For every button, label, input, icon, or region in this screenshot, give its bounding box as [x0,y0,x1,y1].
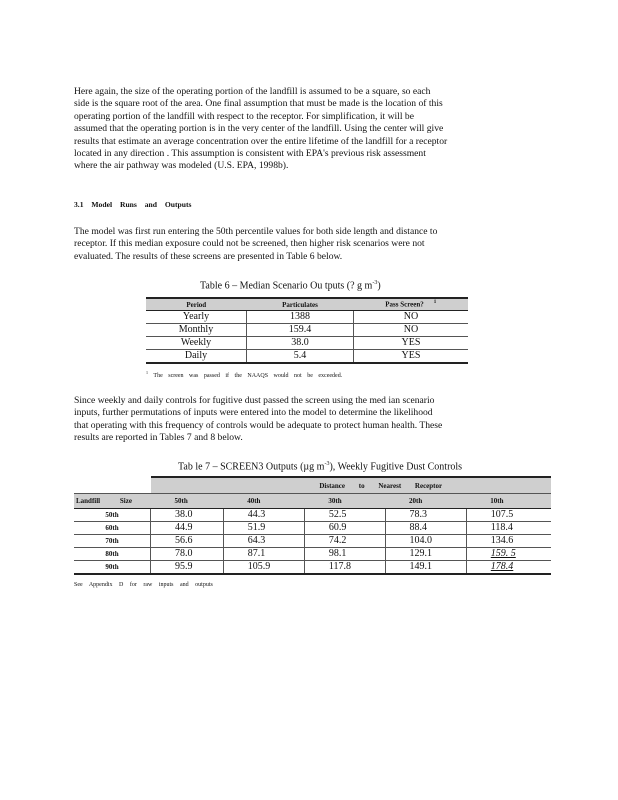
value-cell: 178.4 [466,561,551,575]
column-header-40th: 40th [223,494,304,509]
table-row [146,324,468,337]
table6-caption-sup: -3 [372,280,378,286]
paragraph-line: that operating with this frequency of controls would be adequate to protect human health. These [74,419,443,431]
value-cell: 74.2 [304,535,385,548]
table-row [146,311,468,324]
period-cell: Yearly [146,311,247,324]
particulates-cell: 5.4 [247,350,354,364]
value-cell: 88.4 [385,522,466,535]
value-cell: 64.3 [223,535,304,548]
value-cell: 105.9 [223,561,304,575]
section-heading: 3.1 Model Runs and Outputs [74,200,192,209]
column-header-pass-screen [354,298,469,311]
pass-cell: YES [354,350,469,364]
row-label: 60th [74,522,151,535]
period-cell: Daily [146,350,247,364]
value-cell: 44.9 [151,522,224,535]
landfill-size-header: Landfill Size [74,494,151,509]
paragraph-line: The model was first run entering the 50th percentile values for both side length and distance to [74,226,438,237]
value-cell: 149.1 [385,561,466,575]
column-header-30th: 30th [304,494,385,509]
value-cell: 56.6 [151,535,224,548]
value-cell: 44.3 [223,509,304,522]
paragraph-line: side is the square root of the area. One final assumption that must be made is the location of this [74,98,443,110]
table-row [74,548,551,561]
row-label: 50th [74,509,151,522]
model-runs-paragraph [74,226,540,263]
table-header-row [74,494,551,509]
pass-cell: YES [354,337,469,350]
value-cell: 104.0 [385,535,466,548]
pass-cell: NO [354,311,469,324]
pass-screen-label: Pass Screen? [385,300,424,309]
pass-screen-sup: 1 [433,300,437,306]
permutations-paragraph [74,395,540,445]
particulates-cell: 159.4 [247,324,354,337]
footnote-marker: 1 [146,370,148,375]
intro-paragraph [74,86,540,173]
table-row [74,535,551,548]
particulates-cell: 1388 [247,311,354,324]
paragraph-line: evaluated. The results of these screens are presented in Table 6 below. [74,250,343,262]
table-row [74,522,551,535]
value-cell: 52.5 [304,509,385,522]
value-cell: 87.1 [223,548,304,561]
table6-caption-text: Table 6 – Median Scenario Ou tputs (? g m [200,280,373,292]
table6-caption-end: ) [377,280,381,292]
paragraph-line: Here again, the size of the operating portion of the landfill is assumed to be a square, so each [74,86,431,97]
column-header-20th: 20th [385,494,466,509]
footnote-text: The screen was passed if the NAAQS would not be exceeded. [153,373,343,379]
column-header-10th: 10th [466,494,551,509]
value-cell: 117.8 [304,561,385,575]
median-scenario-table [146,297,468,364]
paragraph-line: results are reported in Tables 7 and 8 below. [74,432,243,444]
value-cell: 134.6 [466,535,551,548]
table-row [74,509,551,522]
value-cell: 129.1 [385,548,466,561]
paragraph-line: inputs, further permutations of inputs were entered into the model to determine the likelihood [74,407,433,419]
period-cell: Monthly [146,324,247,337]
period-cell: Weekly [146,337,247,350]
table6-caption [200,280,381,291]
value-cell: 118.4 [466,522,551,535]
table7-caption-end: ), Weekly Fugitive Dust Controls [329,461,463,473]
particulates-cell: 38.0 [247,337,354,350]
table7-caption-sup: -3 [324,461,330,467]
paragraph-line: operating portion of the landfill with respect to the receptor. For simplification, it will be [74,110,414,122]
table7-footnote: See Appendix D for raw inputs and outputs [74,582,213,588]
value-cell: 95.9 [151,561,224,575]
paragraph-line: where the air pathway was modeled (U.S. EPA, 1998b). [74,160,289,172]
paragraph-line: assumed that the operating portion is in the very center of the landfill. Using the center will give [74,123,444,135]
row-label: 90th [74,561,151,575]
value-cell: 159. 5 [466,548,551,561]
value-cell: 60.9 [304,522,385,535]
value-cell: 51.9 [223,522,304,535]
value-cell: 98.1 [304,548,385,561]
table-row [146,350,468,364]
paragraph-line: receptor. If this median exposure could not be screened, then higher risk scenarios were not [74,238,425,250]
table7-caption-text: Tab le 7 – SCREEN3 Outputs (µg m [178,461,325,473]
pass-cell: NO [354,324,469,337]
paragraph-line: results that estimate an average concentration over the entire lifetime of the landfill for a receptor [74,135,448,147]
column-header-period: Period [146,298,247,311]
value-cell: 78.0 [151,548,224,561]
row-label: 70th [74,535,151,548]
table-group-header-row [74,477,551,494]
table6-footnote [146,370,342,379]
header-spacer [74,477,151,494]
table-row [74,561,551,575]
distance-group-header: Distance to Nearest Receptor [151,477,552,494]
row-label: 80th [74,548,151,561]
paragraph-line: located in any direction . This assumption is consistent with EPA's previous risk assessment [74,148,426,160]
table-row [146,337,468,350]
screen3-outputs-table [74,476,551,575]
table-header-row [146,298,468,311]
value-cell: 78.3 [385,509,466,522]
column-header-50th: 50th [151,494,224,509]
table7-caption [178,461,462,472]
paragraph-line: Since weekly and daily controls for fugitive dust passed the screen using the med ian scenario [74,395,435,406]
value-cell: 38.0 [151,509,224,522]
column-header-particulates: Particulates [247,298,354,311]
value-cell: 107.5 [466,509,551,522]
